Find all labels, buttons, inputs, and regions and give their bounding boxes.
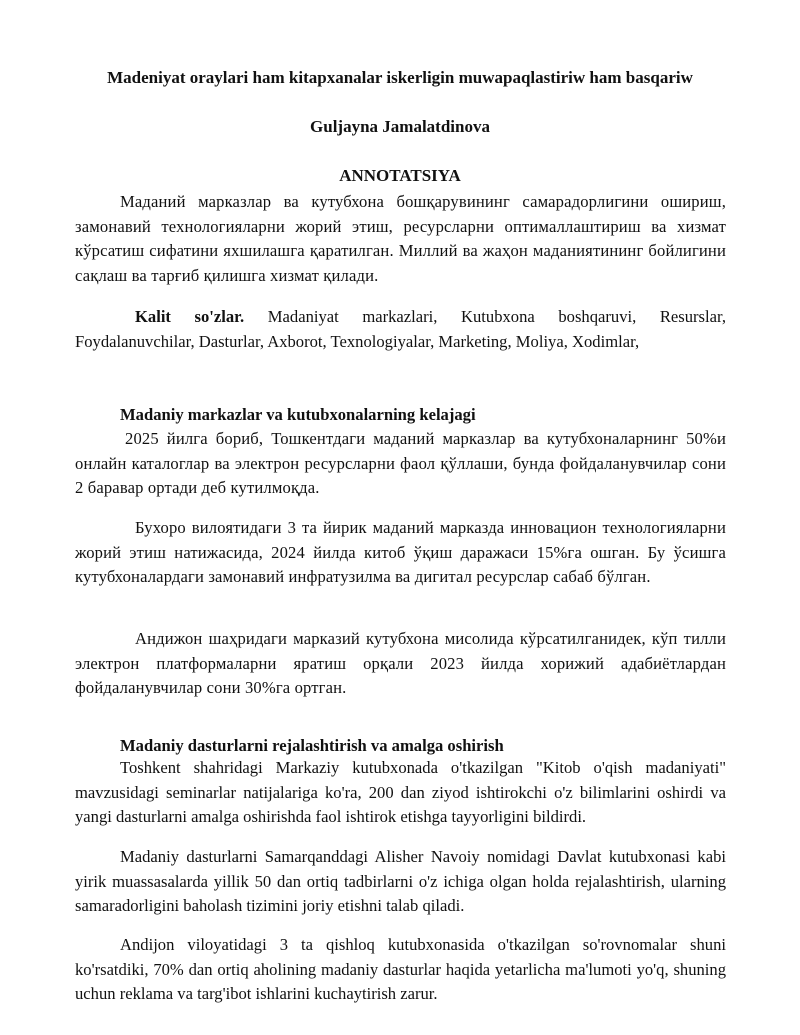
annotation-text: Маданий марказлар ва кутубхона бошқарувининг самарадорлигини ошириш, замонавий технологияларни жорий этиш, ресурсларни оптималлаштириш ва хизмат кўрсатиш сифатини яхшилашга қаратилган. Миллий ва жаҳон маданиятининг бойлигини сақлаш ва тарғиб қилишга хизмат қилади.: [75, 192, 726, 285]
document-title: Madeniyat oraylari ham kitapxanalar iskerligin muwapaqlastiriw ham basqariw: [107, 68, 693, 87]
section-2-paragraph-3: Andijon viloyatidagi 3 ta qishloq kutubxonasida o'tkazilgan so'rovnomalar shuni ko'rsatdiki, 70% dan ortiq aholining madaniy dasturlar haqida yetarlicha ma'lumoti yo'q, shuning uchun reklama va targ'ibot ishlarini kuchaytirish zarur.: [75, 935, 726, 1003]
author-name: Guljayna Jamalatdinova: [310, 117, 490, 136]
section-1-paragraph-3: Андижон шаҳридаги марказий кутубхона мисолида кўрсатилганидек, кўп тилли электрон платформаларни яратиш орқали 2023 йилда хорижий адабиётлардан фойдаланувчилар сони 30%га ортган.: [75, 629, 726, 697]
section-2-paragraph-1: Toshkent shahridagi Markaziy kutubxonada o'tkazilgan "Kitob o'qish madaniyati" mavzusidagi seminarlar natijalariga ko'ra, 200 dan ziyod ishtirokchi o'z bilimlarini oshirdi va yangi dasturlarni amalga oshirishda faol ishtirok etishga tayyorligini bildirdi.: [75, 758, 726, 826]
section-heading-programs: Madaniy dasturlarni rejalashtirish va amalga oshirish: [120, 736, 504, 755]
section-heading-future: Madaniy markazlar va kutubxonalarning kelajagi: [120, 405, 476, 424]
annotation-heading: ANNOTATSIYA: [339, 166, 461, 185]
keywords-label: Kalit so'zlar.: [135, 307, 245, 326]
keywords-text: Madaniyat markazlari, Kutubxona boshqaruvi, Resurslar, Foydalanuvchilar, Dasturlar, Axborot, Texnologiyalar, Marketing, Moliya, Xodimlar,: [75, 307, 726, 351]
section-1-paragraph-1: 2025 йилга бориб, Тошкентдаги маданий марказлар ва кутубхоналарнинг 50%и онлайн каталоглар ва электрон ресурсларни фаол қўллаши, бунда фойдаланувчилар сони 2 баравар ортади деб кутилмоқда.: [75, 429, 726, 497]
section-1-paragraph-2: Бухоро вилоятидаги 3 та йирик маданий марказда инновацион технологияларни жорий этиш натижасида, 2024 йилда китоб ўқиш даражаси 15%га ошган. Бу ўсишга кутубхоналардаги замонавий инфратузилма ва дигитал ресурслар сабаб бўлган.: [75, 518, 726, 586]
keywords-paragraph: [75, 305, 726, 354]
section-2-paragraph-2: Madaniy dasturlarni Samarqanddagi Alisher Navoiy nomidagi Davlat kutubxonasi kabi yirik muassasalarda yillik 50 dan ortiq tadbirlarni o'z ichiga olgan holda rejalashtirish, ularning samaradorligini baholash tizimini joriy etishni talab qiladi.: [75, 847, 726, 915]
